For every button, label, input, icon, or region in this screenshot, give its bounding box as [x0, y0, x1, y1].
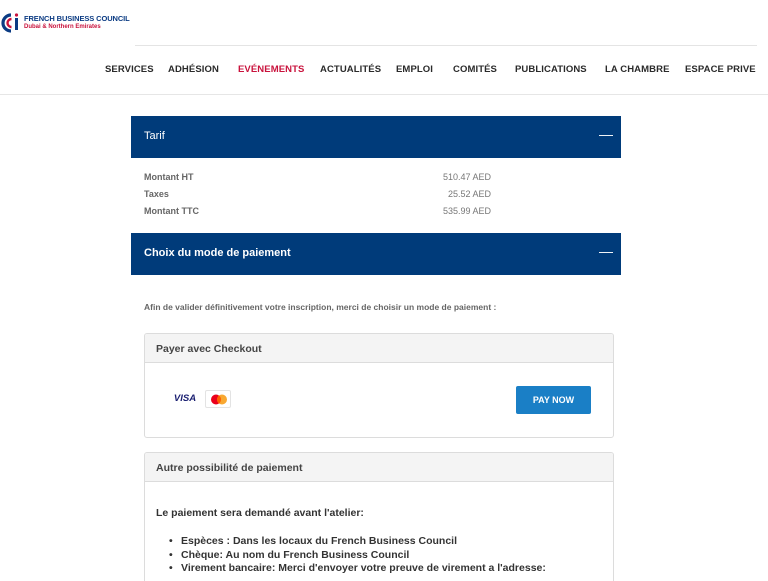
- payment-title: Choix du mode de paiement: [144, 247, 291, 259]
- tarif-title: Tarif: [144, 130, 165, 142]
- nav-item-services[interactable]: SERVICES: [105, 64, 154, 75]
- tarif-row-label: Montant TTC: [144, 206, 199, 216]
- payment-panel-header[interactable]: [131, 233, 621, 275]
- logo-line1: FRENCH BUSINESS COUNCIL: [24, 14, 130, 23]
- tarif-row: [144, 172, 494, 186]
- checkout-card-title: Payer avec Checkout: [145, 334, 613, 363]
- other-payment-title: Autre possibilité de paiement: [145, 453, 613, 482]
- logo-icon: [0, 12, 20, 34]
- site-logo[interactable]: [0, 11, 130, 35]
- nav-item-la-chambre[interactable]: LA CHAMBRE: [605, 64, 670, 75]
- collapse-icon[interactable]: —: [599, 126, 613, 142]
- tarif-row-value: 25.52 AED: [447, 189, 491, 199]
- list-item: • Chèque: Au nom du French Business Council: [169, 549, 546, 563]
- site-header: [0, 0, 768, 95]
- nav-item-comites[interactable]: COMITÉS: [453, 64, 497, 75]
- other-payment-card: [144, 452, 614, 581]
- logo-line2: Dubai & Northern Emirates: [24, 24, 101, 30]
- tarif-row-value: 510.47 AED: [442, 172, 491, 182]
- list-item: • Espèces : Dans les locaux du French Business Council: [169, 535, 546, 549]
- visa-icon: VISA: [173, 393, 197, 404]
- tarif-row: [144, 206, 494, 220]
- nav-item-adhesion[interactable]: ADHÉSION: [168, 64, 219, 75]
- checkout-card: [144, 333, 614, 438]
- logo-text: [24, 14, 130, 32]
- collapse-icon[interactable]: —: [599, 243, 613, 259]
- tarif-row-value: 535.99 AED: [442, 206, 491, 216]
- payment-intro-text: Afin de valider définitivement votre inscription, merci de choisir un mode de paiement :: [144, 302, 497, 312]
- nav-item-evenements[interactable]: EVÉNEMENTS: [238, 64, 305, 75]
- tarif-row: [144, 189, 494, 203]
- payment-methods-list: [169, 535, 546, 576]
- pay-now-button[interactable]: PAY NOW: [516, 386, 591, 414]
- nav-item-emploi[interactable]: EMPLOI: [396, 64, 434, 75]
- tarif-row-label: Taxes: [144, 189, 169, 199]
- list-item: • Virement bancaire: Merci d'envoyer votre preuve de virement a l'adresse:: [169, 562, 546, 576]
- mastercard-icon: [205, 390, 231, 408]
- tarif-row-label: Montant HT: [144, 172, 194, 182]
- nav-item-actualites[interactable]: ACTUALITÉS: [320, 64, 382, 75]
- tarif-panel-header[interactable]: [131, 116, 621, 158]
- main-nav: [0, 64, 768, 78]
- nav-item-publications[interactable]: PUBLICATIONS: [515, 64, 587, 75]
- payment-note: Le paiement sera demandé avant l'atelier:: [156, 507, 364, 519]
- nav-item-espace-prive[interactable]: ESPACE PRIVE: [685, 64, 756, 75]
- header-divider: [135, 45, 757, 46]
